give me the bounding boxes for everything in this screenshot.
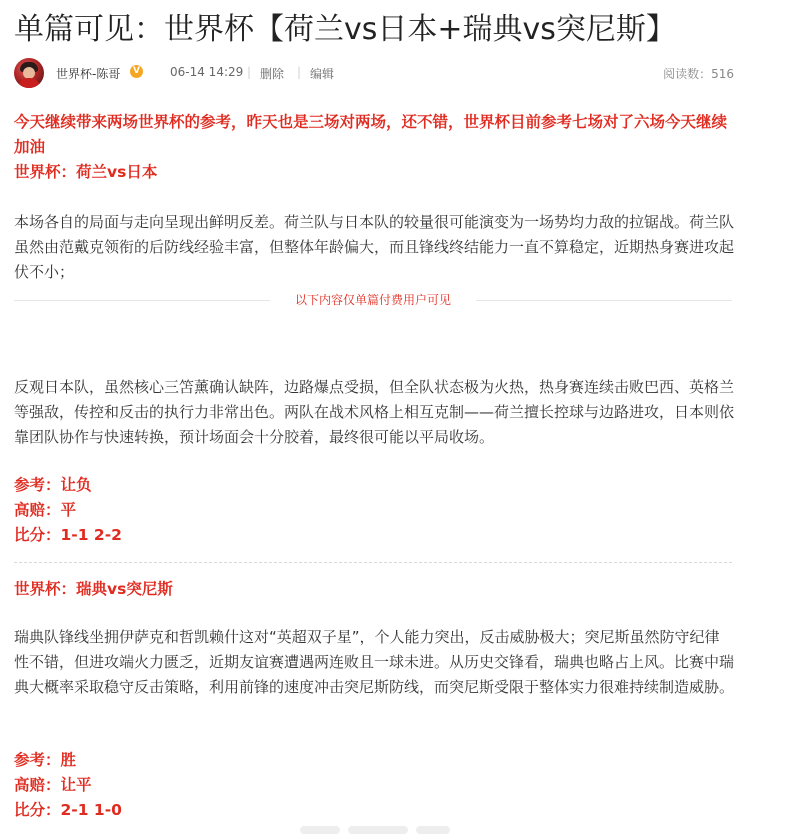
paywall-divider-right [476, 300, 732, 301]
pick-label: 比分： [14, 801, 61, 819]
pick-reference [14, 749, 76, 771]
footer-blur-block [348, 826, 408, 834]
footer-blur-block [416, 826, 450, 834]
pick-score [14, 524, 122, 546]
verified-badge-icon: V [130, 65, 143, 78]
author-name[interactable]: 世界杯-陈哥 [56, 67, 121, 81]
pick-reference [14, 474, 92, 496]
section-divider [14, 562, 732, 563]
view-count [663, 65, 734, 82]
pick-value: 2-1 1-0 [60, 801, 122, 819]
meta-separator: | [297, 65, 302, 79]
match-heading: 世界杯：荷兰vs日本 [14, 163, 158, 181]
pick-value: 胜 [60, 751, 77, 769]
pick-value: 让平 [60, 776, 92, 794]
view-count-value: 516 [711, 67, 734, 81]
match-heading: 世界杯：瑞典vs突尼斯 [14, 580, 173, 598]
avatar-shirt [18, 78, 40, 88]
pick-label: 比分： [14, 526, 61, 544]
edit-link[interactable]: 编辑 [310, 67, 335, 81]
pick-label: 参考： [14, 476, 61, 494]
article-title: 单篇可见：世界杯【荷兰vs日本+瑞典vs突尼斯】 [14, 12, 676, 47]
pick-high-odds [14, 774, 92, 796]
intro-text: 今天继续带来两场世界杯的参考，昨天也是三场对两场，还不错，世界杯目前参考七场对了六场今天继续加油 [14, 113, 728, 156]
pick-label: 高赔： [14, 501, 61, 519]
pick-value: 平 [60, 501, 77, 519]
paywall-notice [14, 290, 732, 310]
delete-link[interactable]: 删除 [260, 67, 285, 81]
match-paragraph: 瑞典队锋线坐拥伊萨克和哲凯赖什这对“英超双子星”，个人能力突出，反击威胁极大；突尼斯虽然防守纪律性不错，但进攻端火力匮乏，近期友谊赛遭遇两连败且一球未进。从历史交锋看，瑞典也略占上风。比赛中瑞典大概率采取稳守反击策略，利用前锋的速度冲击突尼斯防线，而突尼斯受限于整体实力很难持续制造威胁。 [14, 628, 735, 696]
publish-date: 06-14 14:29 [170, 65, 244, 79]
match-paragraph: 反观日本队，虽然核心三笘薰确认缺阵，边路爆点受损，但全队状态极为火热，热身赛连续击败巴西、英格兰等强敌，传控和反击的执行力非常出色。两队在战术风格上相互克制——荷兰擅长控球与边路进攻，日本则依靠团队协作与快速转换，预计场面会十分胶着，最终很可能以平局收场。 [14, 378, 735, 446]
pick-score [14, 799, 122, 821]
match-paragraph: 本场各自的局面与走向呈现出鲜明反差。荷兰队与日本队的较量很可能演变为一场势均力敌的拉锯战。荷兰队虽然由范戴克领衔的后防线经验丰富，但整体年龄偏大，而且锋线终结能力一直不算稳定，近期热身赛进攻起伏不小； [14, 213, 735, 281]
pick-value: 1-1 2-2 [60, 526, 122, 544]
article-meta [14, 57, 734, 89]
footer-fade [300, 826, 450, 834]
pick-value: 让负 [60, 476, 92, 494]
pick-label: 高赔： [14, 776, 61, 794]
meta-separator: | [247, 65, 252, 79]
pick-high-odds [14, 499, 76, 521]
footer-blur-block [300, 826, 340, 834]
pick-label: 参考： [14, 751, 61, 769]
author-avatar[interactable] [14, 58, 44, 88]
view-count-label: 阅读数： [663, 67, 712, 81]
paywall-text: 以下内容仅单篇付费用户可见 [294, 293, 451, 307]
